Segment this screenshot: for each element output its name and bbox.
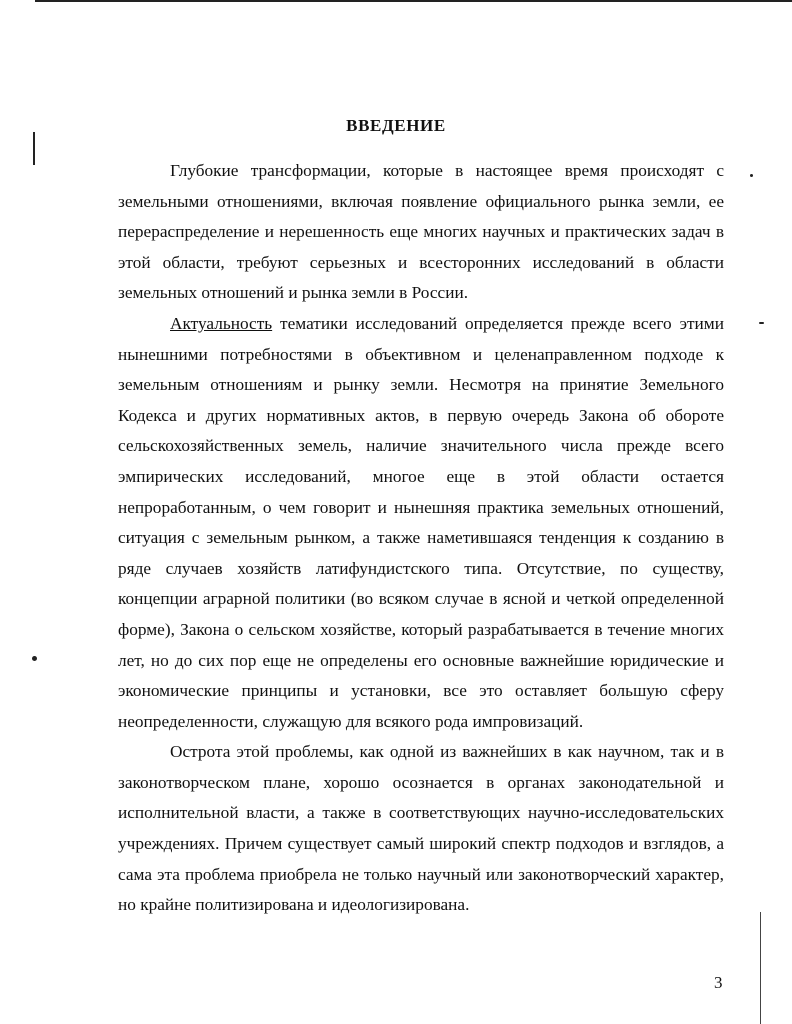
paragraph-1 [118, 156, 724, 309]
emphasized-term: Актуальность [170, 313, 273, 333]
right-margin-line [760, 912, 761, 1024]
top-border-line [35, 0, 792, 2]
paragraph-3 [118, 737, 724, 921]
page-number: 3 [714, 973, 723, 992]
left-margin-mark [33, 132, 35, 165]
page-title: ВВЕДЕНИЕ [346, 116, 446, 135]
paragraph-text: тематики исследований определяется прежде всего этими нынешними потребностями в объективном и целенаправленном подходе к земельным отношениям и рынку земли. Несмотря на принятие Земельного Кодекса и других нормативных актов, в первую очередь Закона об обороте сельскохозяйственных земель, наличие значительного числа прежде всего эмпирических исследований, многое еще в этой области остается непроработанным, о чем говорит и нынешняя практика земельных отношений, ситуация с земельным рынком, а также наметившаяся тенденция к созданию в ряде случаев хозяйств латифундистского типа. Отсутствие, по существу, концепции аграрной политики (во всяком случае в ясной и четкой определенной форме), Закона о сельском хозяйстве, который разрабатывается в течение многих лет, но до сих пор еще не определены его основные важнейшие юридические и экономические принципы и установки, все это оставляет большую сферу неопределенности, служащую для всякого рода импровизаций. [118, 313, 724, 731]
scan-speck [759, 322, 764, 324]
scan-speck [32, 656, 37, 661]
paragraph-text: Глубокие трансформации, которые в настоящее время происходят с земельными отношениями, включая появление официального рынка земли, ее перераспределение и нерешенность еще многих научных и практических задач в этой области, требуют серьезных и всесторонних исследований в области земельных отношений и рынка земли в России. [118, 161, 724, 303]
scan-speck [750, 174, 753, 177]
paragraph-text: Острота этой проблемы, как одной из важнейших в как научном, так и в законотворческом плане, хорошо осознается в органах законодательной и исполнительной власти, а также в соответствующих научно-исследовательских учреждениях. Причем существует самый широкий спектр подходов и взглядов, а сама эта проблема приобрела не только научный или законотворческий характер, но крайне политизирована и идеологизирована. [118, 742, 724, 915]
paragraph-2 [118, 309, 724, 737]
document-body [118, 156, 724, 921]
